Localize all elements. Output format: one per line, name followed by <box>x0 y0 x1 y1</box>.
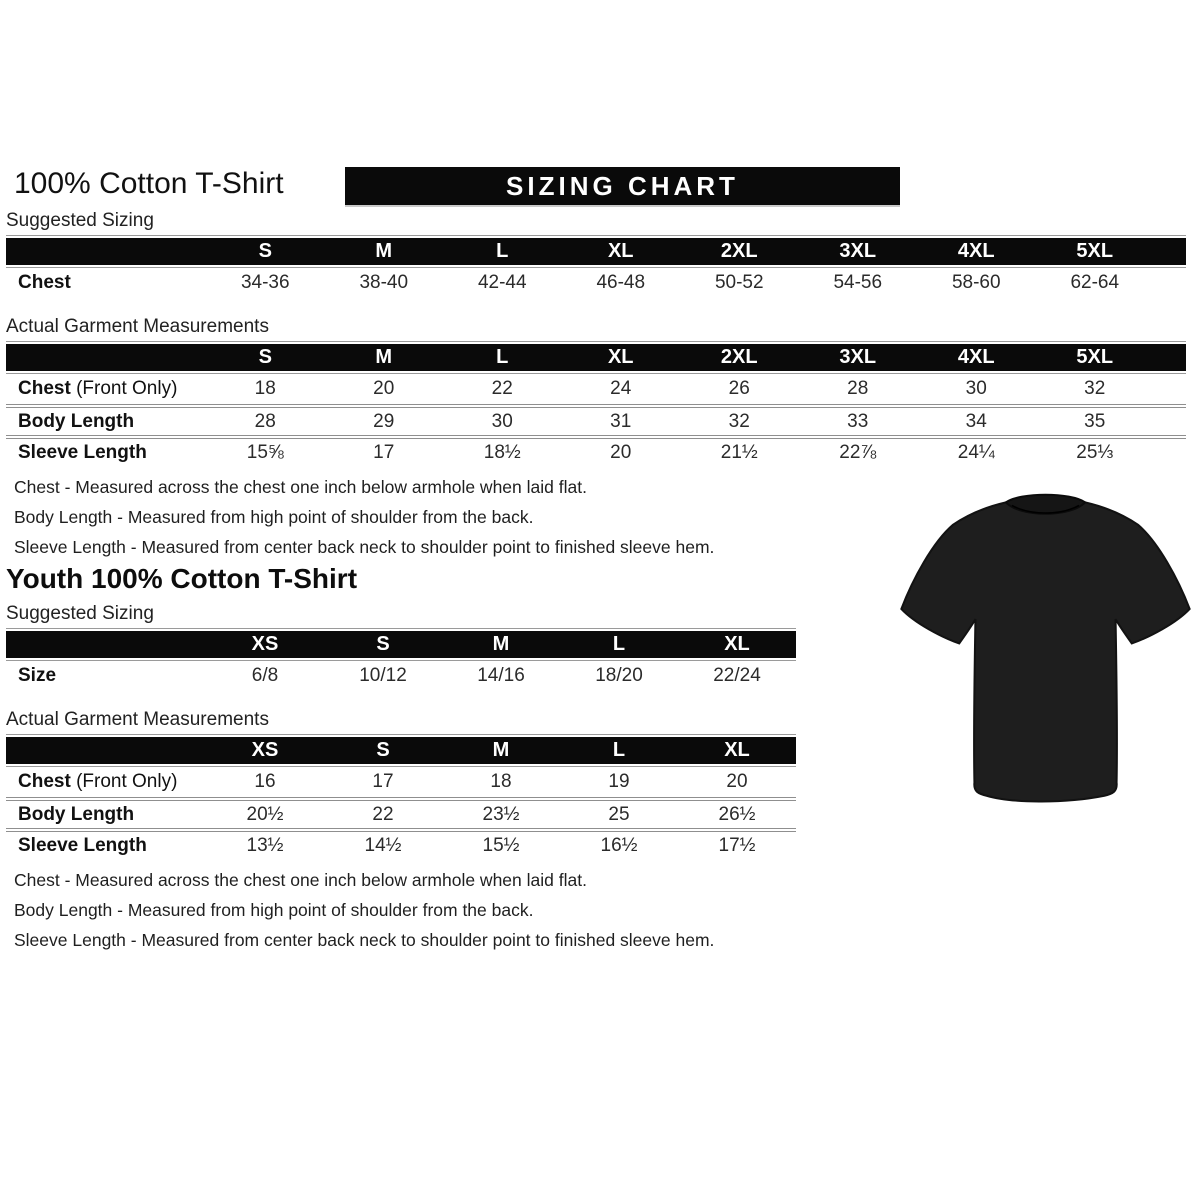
table-cell: 34-36 <box>240 272 290 293</box>
row-label: Chest <box>18 272 71 293</box>
table-row-chest <box>6 374 1186 404</box>
table-cell: 29 <box>373 410 395 432</box>
table-row-sleeve-length <box>6 435 1186 466</box>
table-cell: 20 <box>373 378 395 399</box>
table-cell: 21½ <box>720 441 758 463</box>
header-cell: S <box>258 346 272 368</box>
table-cell: 18 <box>490 771 512 792</box>
header-cell: 3XL <box>839 240 877 262</box>
table-cell: 15⅝ <box>246 441 284 463</box>
header-cell: S <box>376 739 390 761</box>
table-cell: 20 <box>726 771 748 792</box>
table-cell: 15½ <box>482 834 520 856</box>
page-title: 100% Cotton T-Shirt <box>14 167 284 200</box>
table-cell: 22 <box>491 378 513 399</box>
table-cell: 30 <box>491 410 513 432</box>
sizing-chart-banner: SIZING CHART <box>345 167 900 205</box>
youth-suggested-table <box>6 628 796 691</box>
table-row <box>6 268 1186 298</box>
row-label: Body Length <box>18 410 135 432</box>
table-row-sleeve-length <box>6 828 796 859</box>
table-cell: 58-60 <box>951 272 1001 293</box>
table-cell: 54-56 <box>833 272 883 293</box>
table-cell: 6/8 <box>251 665 279 686</box>
table-cell: 26 <box>728 378 750 399</box>
row-label: Sleeve Length <box>18 834 147 856</box>
table-cell: 38-40 <box>359 272 409 293</box>
table-cell: 28 <box>847 378 869 399</box>
table-cell: 23½ <box>482 803 520 825</box>
note-chest: Chest - Measured across the chest one inch below armhole when laid flat. <box>14 870 587 890</box>
header-cell: 5XL <box>1076 240 1114 262</box>
table-cell: 17 <box>373 441 395 463</box>
table-cell: 17 <box>372 771 394 792</box>
header-cell: L <box>612 739 626 761</box>
table-cell: 16 <box>254 771 276 792</box>
header-cell: L <box>496 240 509 262</box>
table-cell: 32 <box>1084 378 1106 399</box>
header-cell: 4XL <box>957 346 995 368</box>
table-cell: 32 <box>728 410 750 432</box>
tshirt-body <box>901 502 1189 801</box>
table-row-size <box>6 661 796 691</box>
youth-suggested-sizing-label: Suggested Sizing <box>6 603 154 624</box>
header-cell: XL <box>607 346 634 368</box>
table-cell: 13½ <box>246 834 284 856</box>
header-cell: 2XL <box>720 346 758 368</box>
note-body-length: Body Length - Measured from high point of shoulder from the back. <box>14 507 534 527</box>
table-cell: 30 <box>965 378 987 399</box>
adult-actual-measurements-label: Actual Garment Measurements <box>6 316 269 337</box>
table-cell: 14/16 <box>477 665 525 686</box>
youth-actual-table <box>6 734 796 859</box>
adult-suggested-header-row <box>6 238 1186 265</box>
table-cell: 25 <box>608 803 630 825</box>
header-cell: 3XL <box>839 346 877 368</box>
header-cell: L <box>612 633 626 655</box>
header-cell: XS <box>251 739 279 761</box>
table-cell: 24¼ <box>957 441 995 463</box>
youth-actual-measurements-label: Actual Garment Measurements <box>6 709 269 730</box>
row-label: Size <box>18 665 57 686</box>
note-chest: Chest - Measured across the chest one inch below armhole when laid flat. <box>14 477 587 497</box>
table-cell: 10/12 <box>359 665 407 686</box>
table-cell: 42-44 <box>477 272 527 293</box>
table-cell: 22/24 <box>713 665 761 686</box>
table-row-chest <box>6 767 796 797</box>
table-cell: 20½ <box>246 803 284 825</box>
row-label: Chest (Front Only) <box>18 378 178 399</box>
header-cell: L <box>496 346 509 368</box>
youth-suggested-header-row <box>6 631 796 658</box>
table-cell: 26½ <box>718 803 756 825</box>
table-cell: 24 <box>610 378 632 399</box>
table-cell: 17½ <box>718 834 756 856</box>
header-cell: M <box>492 739 510 761</box>
header-cell: XS <box>251 633 279 655</box>
header-cell: M <box>375 240 393 262</box>
youth-measurement-notes <box>14 865 1200 955</box>
table-rule <box>6 734 796 735</box>
row-label: Body Length <box>18 803 135 825</box>
note-sleeve-length: Sleeve Length - Measured from center back neck to shoulder point to finished sleeve hem. <box>14 930 715 950</box>
table-cell: 50-52 <box>714 272 764 293</box>
table-cell: 62-64 <box>1070 272 1120 293</box>
table-cell: 25⅓ <box>1076 441 1114 463</box>
youth-section-title: Youth 100% Cotton T-Shirt <box>6 563 358 594</box>
header-cell: M <box>375 346 393 368</box>
row-label: Chest (Front Only) <box>18 771 178 792</box>
table-cell: 33 <box>847 410 869 432</box>
header-cell: M <box>492 633 510 655</box>
table-rule <box>6 341 1186 342</box>
table-cell: 14½ <box>364 834 402 856</box>
youth-actual-header-row <box>6 737 796 764</box>
table-cell: 18/20 <box>595 665 643 686</box>
note-sleeve-length: Sleeve Length - Measured from center back neck to shoulder point to finished sleeve hem. <box>14 537 715 557</box>
adult-actual-table <box>6 341 1186 466</box>
table-cell: 35 <box>1084 410 1106 432</box>
table-cell: 19 <box>608 771 630 792</box>
adult-suggested-sizing-label: Suggested Sizing <box>6 210 154 231</box>
header-cell: XL <box>724 633 750 655</box>
table-cell: 31 <box>610 410 632 432</box>
header-cell: S <box>258 240 272 262</box>
table-row-body-length <box>6 797 796 828</box>
header-cell: 4XL <box>957 240 995 262</box>
note-body-length: Body Length - Measured from high point of shoulder from the back. <box>14 900 534 920</box>
table-rule <box>6 235 1186 236</box>
header-cell: 2XL <box>720 240 758 262</box>
header-cell: XL <box>607 240 634 262</box>
black-tshirt-photo <box>893 478 1198 813</box>
row-label: Sleeve Length <box>18 441 147 463</box>
header-cell: 5XL <box>1076 346 1114 368</box>
table-cell: 28 <box>254 410 276 432</box>
table-cell: 22⅞ <box>839 441 877 463</box>
table-cell: 18½ <box>483 441 521 463</box>
table-cell: 22 <box>372 803 394 825</box>
adult-suggested-table <box>6 235 1186 298</box>
table-cell: 20 <box>610 441 632 463</box>
table-cell: 46-48 <box>596 272 646 293</box>
header-cell: XL <box>724 739 750 761</box>
adult-actual-header-row <box>6 344 1186 371</box>
header-cell: S <box>376 633 390 655</box>
table-cell: 18 <box>254 378 276 399</box>
table-cell: 34 <box>965 410 987 432</box>
table-rule <box>6 628 796 629</box>
table-cell: 16½ <box>600 834 638 856</box>
table-row-body-length <box>6 404 1186 435</box>
